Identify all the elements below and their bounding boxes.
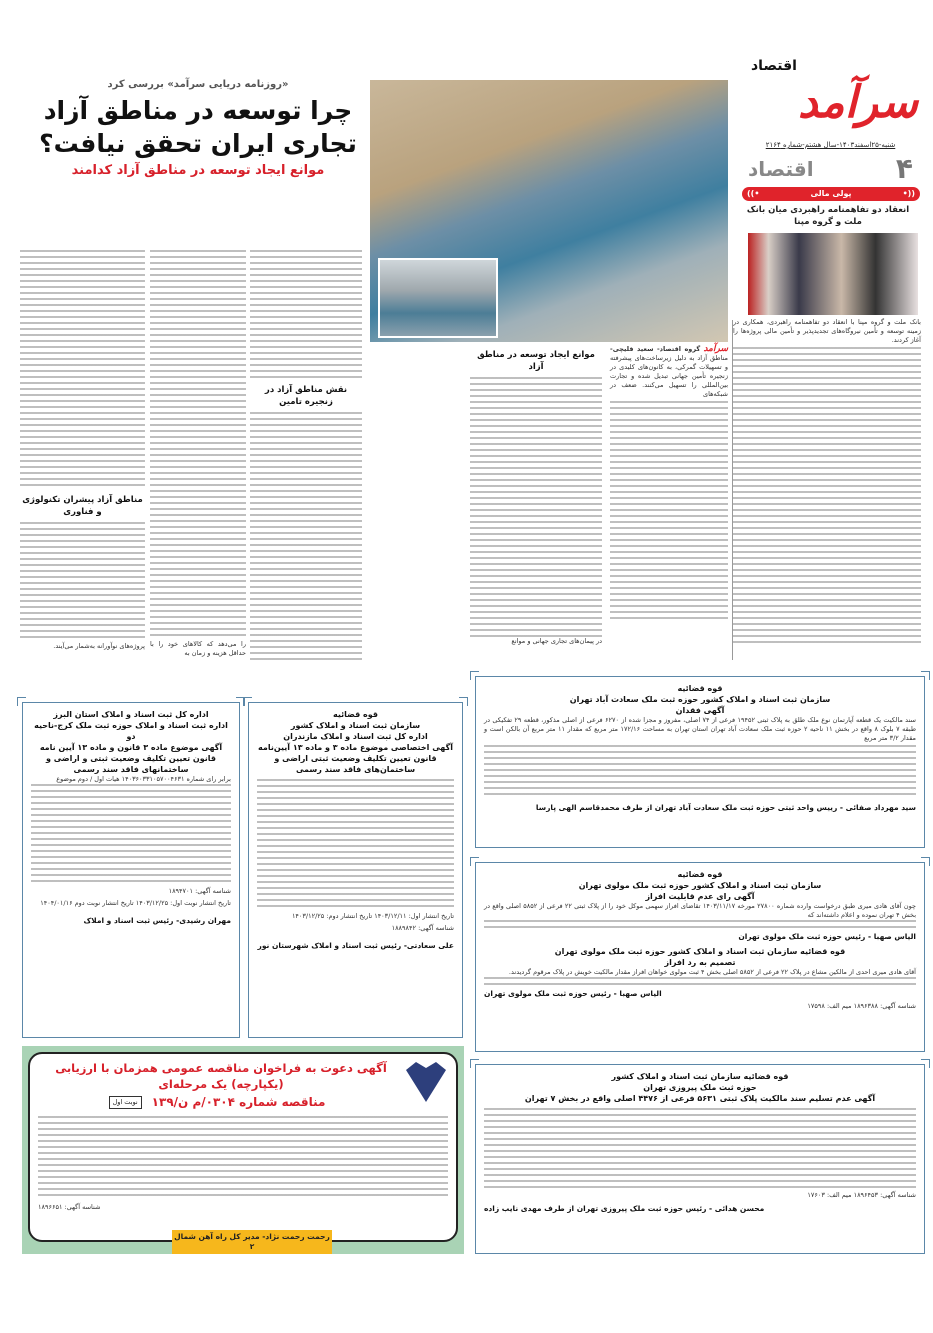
sidebar-photo (748, 233, 918, 315)
lead-subhead: موانع ایجاد توسعه در مناطق آزاد کدامند (71, 163, 325, 178)
lead-heading-block (30, 78, 366, 179)
dateline: شنبه-۲۵اسفند۱۴۰۳-سال هشتم-شماره ۲۱۶۴ (765, 141, 896, 149)
round-badge: نوبت اول (109, 1096, 142, 1109)
subhead-barriers: موانع ایجاد توسعه در مناطق آزاد (477, 350, 595, 372)
logo: اقتصاد سرآمد (751, 58, 918, 128)
tender-signature: رحمت رحمت نژاد- مدیر کل راه آهن شمال ۲ (172, 1230, 332, 1254)
byline-logo: سرآمد (703, 344, 728, 354)
subhead-supply-chain: نقش مناطق آزاد در زنجیره تامین (264, 385, 348, 407)
article-col-4: را می‌دهد که کالاهای خود را با حداقل هزینه و زمان به (150, 250, 246, 658)
signal-icon: ((• (902, 189, 915, 198)
kicker: «روزنامه دریایی سرآمد» بررسی کرد (107, 79, 289, 90)
rubric-bar: ((• پولی مالی •)) (742, 187, 920, 201)
sidebar-body: بانک ملت و گروه مپنا با انعقاد دو تفاهمنامه راهبردی، همکاری در زمینه توسعه و تأمین نیروگاه‌های تجدیدپذیر و تأمین مالی پروژه‌ها را آغاز کردند. (733, 318, 921, 647)
ad-pirouzi: قوه قضائیه سازمان ثبت اسناد و املاک کشور حوزه ثبت ملک پیروزی تهران آگهی عدم تسلیم سند مالکیت پلاک ثبتی ۵۶۳۱ فرعی از ۴۴۷۶ اصلی واقع در بخش ۷ تهران شناسه آگهی: ۱۸۹۶۴۵۳ میم الف: ۱۷۶۰۳ محسن هدائی - رئیس حوزه ثبت ملک پیروزی تهران از طرف مهدی نایب زاده (475, 1064, 925, 1254)
sidebar-headline: انعقاد دو تفاهمنامه راهبردی میان بانک ملت و گروه مپنا (746, 205, 910, 227)
byline: گروه اقتصاد- سعید قلیچی- (610, 345, 701, 353)
ad-saadatabad: قوه قضائیه سازمان ثبت اسناد و املاک کشور حوزه ثبت ملک سعادت آباد تهران آگهی فقدان سند مالکیت یک قطعه آپارتمان نوع ملک طلق به پلاک ثبتی ۱۹۴۵۲ فرعی از ۷۴ اصلی، مفروز و مجزا شده از ۶۲۷۰ فرعی از اصلی مذکور، قطعه ۲۹ تفکیکی در طبقه ۷ بلوک ۸ واقع در بخش ۱۱ ناحیه ۲ حوزه ثبت ملک سعادت آباد تهران استان تهران به مساحت ۱۷۲/۱۶ متر مربع که مقدار ۱۱ متر مربع آن بالکن است و مقدار ۳/۲ متر مربع سید مهرداد صفائی - رییس واحد ثبتی حوزه ثبت ملک سعادت آباد تهران از طرف محمدقاسم الهی پارسا (475, 676, 925, 848)
ad-mazandaran: قوه قضائیه سازمان ثبت اسناد و املاک کشور اداره کل ثبت اسناد و املاک مازندران آگهی اختصاصی موضوع ماده ۳ و ماده ۱۳ آیین‌نامه قانون تعیین تکلیف وضعیت ثبتی اراضی و ساختمان‌های فاقد سند رسمی تاریخ انتشار اول: ۱۴۰۳/۱۲/۱۱ تاریخ انتشار دوم: ۱۴۰۳/۱۲/۲۵ شناسه آگهی: ۱۸۸۹۸۴۲ علی سعادتی- رئیس ثبت اسناد و املاک شهرستان نور (248, 702, 463, 1038)
section-name: اقتصاد (748, 157, 814, 181)
masthead (733, 60, 928, 200)
lead-headline: چرا توسعه در مناطق آزاد تجاری ایران تحقق نیافت؟ (39, 96, 357, 158)
ad-molavi: قوه قضائیه سازمان ثبت اسناد و املاک کشور حوزه ثبت ملک مولوی تهران آگهی رای عدم قابلیت افراز چون آقای هادی میری طبق درخواست وارده شماره ۲۷۸۰۰ مورخه ۱۴۰۳/۱۱/۱۷ تقاضای افراز سهمی موکل خود را از پلاک ثبتی ۲۲ فرعی از ۵۸۵۲ اصلی واقع در بخش ۴ تهران نموده و اعلام داشته‌اند که الیاس صهبا - رئیس حوزه ثبت ملک مولوی تهران قوه قضائیه سازمان ثبت اسناد و املاک کشور حوزه ثبت ملک مولوی تهران تصمیم به رد افراز آقای هادی میری احدی از مالکین مشاع در پلاک ۲۲ فرعی از ۵۸۵۲ اصلی بخش ۴ ثبت مولوی خواهان افراز مقدار مالکیت خویش در پلاک مرقوم گردیدند. الیاس صهبا - رئیس حوزه ثبت ملک مولوی تهران شناسه آگهی: ۱۸۹۶۳۸۸ میم الف: ۱۷۵۹۸ (475, 862, 925, 1052)
article-col-1: سرآمد گروه اقتصاد- سعید قلیچی- مناطق آزاد به دلیل زیرساخت‌های پیشرفته و تسهیلات گمرکی، به کانون‌های کلیدی در زنجیره تأمین جهانی تبدیل شده و تجارت بین‌المللی را تسهیل می‌کنند. ضعف در شبکه‌های (610, 345, 728, 621)
article-col-3 (250, 250, 362, 662)
inset-photo (378, 258, 498, 338)
ad-tender: آگهی دعوت به فراخوان مناقصه عمومی همزمان با ارزیابی (یکپارچه) یک مرحله‌ای مناقصه شماره ۰۳۰۴/م ن/۱۳۹ نوبت اول شناسه آگهی: ۱۸۹۶۶۵۱ رحمت رحمت نژاد- مدیر کل راه آهن شمال ۲ (22, 1046, 464, 1254)
ad-alborz: اداره کل ثبت اسناد و املاک استان البرز اداره ثبت اسناد و املاک حوزه ثبت ملک کرج-ناحیه دو آگهی موضوع ماده ۳ قانون و ماده ۱۳ آیین نامه قانون تعیین تکلیف وضعیت ثبتی و اراضی و ساختمانهای فاقد سند رسمی برابر رای شماره ۱۴۰۳۶۰۳۳۱۰۵۷۰۰۴۶۳۱ هیات اول / دوم موضوع شناسه آگهی: ۱۸۹۴۷۰۱ تاریخ انتشار نوبت اول: ۱۴۰۳/۱۲/۲۵ تاریخ انتشار نوبت دوم ۱۴۰۴/۰۱/۱۶ مهران رشیدی- رئیس ثبت اسناد و املاک (22, 702, 240, 1038)
signal-icon: •)) (747, 189, 760, 198)
page-number: ۴ (895, 152, 913, 185)
article-col-2: موانع ایجاد توسعه در مناطق آزاد در پیمان‌های تجاری جهانی و موانع (470, 345, 602, 646)
railway-logo-icon (406, 1062, 446, 1102)
article-col-5: مناطق آزاد پیشران تکنولوژی و فناوری پروژه‌های نوآورانه به‌شمار می‌آیند. (20, 250, 145, 651)
subhead-technology: مناطق آزاد پیشران تکنولوژی و فناوری (22, 495, 143, 517)
